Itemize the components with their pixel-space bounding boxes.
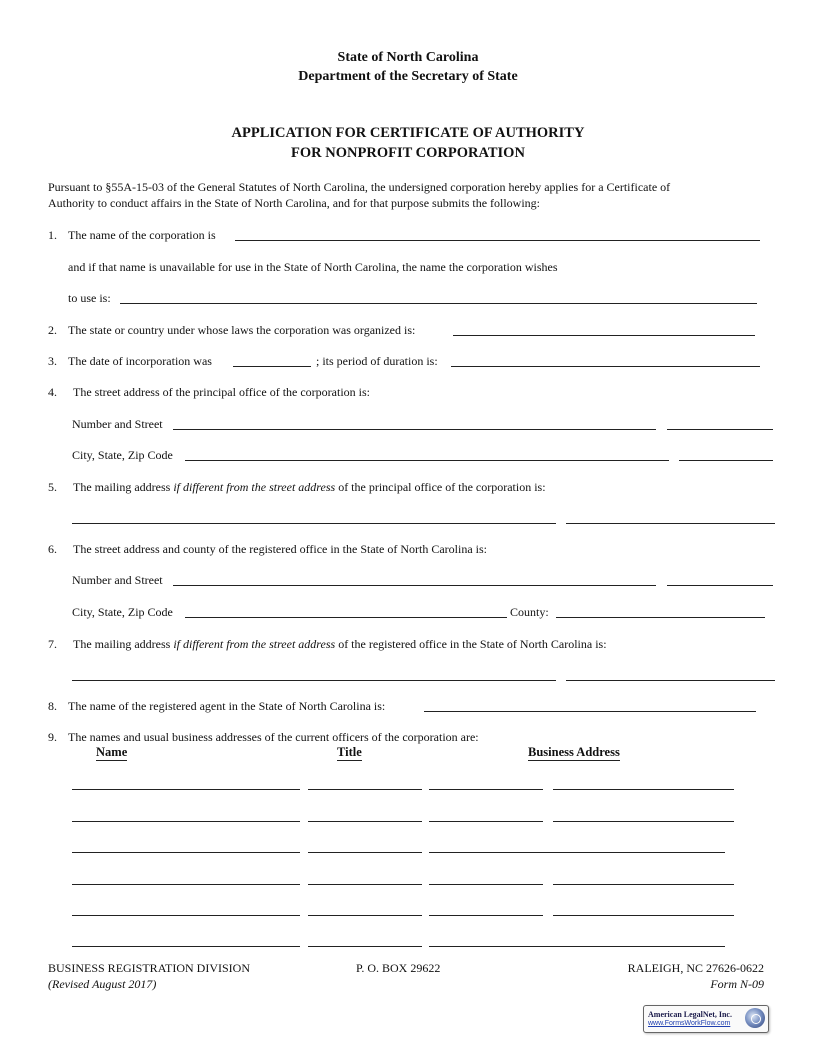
form-title-line1: APPLICATION FOR CERTIFICATE OF AUTHORITY (231, 125, 585, 141)
badge-url[interactable]: www.FormsWorkFlow.com (648, 1020, 731, 1027)
registered-city-label: City, State, Zip Code (72, 605, 173, 619)
officer-address-line-2[interactable] (553, 884, 734, 885)
footer-form-number: Form N-09 (710, 977, 764, 991)
officer-address-line-2[interactable] (553, 789, 734, 790)
officer-address-line[interactable] (429, 946, 725, 947)
item-3-number: 3. (48, 354, 57, 368)
item-1-sub: and if that name is unavailable for use in the State of North Carolina, the name the corporation wishes (68, 260, 558, 274)
officer-address-line-1[interactable] (429, 915, 543, 916)
state-heading: State of North Carolina (337, 50, 479, 65)
footer-revised: (Revised August 2017) (48, 977, 157, 991)
duration-line (451, 366, 760, 367)
principal-extra-input[interactable] (670, 416, 770, 428)
principal-street-line (173, 429, 656, 430)
item-7-label: The mailing address if different from the street address of the registered office in the State of North Carolina is: (73, 637, 607, 651)
footer-po-box: P. O. BOX 29622 (356, 961, 441, 975)
officer-address-line-1[interactable] (429, 821, 543, 822)
globe-logo-icon (745, 1008, 765, 1028)
footer-city: RALEIGH, NC 27626-0622 (627, 961, 764, 975)
officer-title-line[interactable] (308, 789, 422, 790)
officer-name-line[interactable] (72, 946, 300, 947)
registered-city-line (185, 617, 507, 618)
officer-name-line[interactable] (72, 915, 300, 916)
officer-address-line-1[interactable] (429, 789, 543, 790)
state-of-org-line (453, 335, 755, 336)
registered-extra-input[interactable] (670, 572, 770, 584)
inc-date-line (233, 366, 311, 367)
item-8-number: 8. (48, 699, 57, 713)
registered-city-input[interactable] (189, 604, 503, 616)
mailing-registered-line (72, 680, 556, 681)
mailing-principal-input-2[interactable] (570, 510, 770, 522)
officer-title-line[interactable] (308, 884, 422, 885)
mailing-registered-line-2 (566, 680, 775, 681)
mailing-principal-line-2 (566, 523, 775, 524)
state-of-org-input[interactable] (457, 322, 751, 334)
mailing-principal-input[interactable] (76, 510, 552, 522)
footer-division: BUSINESS REGISTRATION DIVISION (48, 961, 251, 975)
form-title-line2: FOR NONPROFIT CORPORATION (291, 145, 525, 161)
officer-title-line[interactable] (308, 821, 422, 822)
forms-workflow-badge[interactable] (643, 1005, 769, 1033)
item-4-number: 4. (48, 385, 57, 399)
alt-name-input[interactable] (124, 290, 752, 302)
officers-col-address: Business Address (528, 745, 620, 759)
item-8-label: The name of the registered agent in the State of North Carolina is: (68, 699, 386, 713)
mailing-registered-input-2[interactable] (570, 667, 770, 679)
item-3-duration-label: ; its period of duration is: (316, 354, 438, 368)
principal-extra-line (667, 429, 773, 430)
registered-extra-line (667, 585, 773, 586)
officer-address-line[interactable] (429, 852, 725, 853)
corp-name-input[interactable] (240, 227, 755, 239)
agent-name-input[interactable] (428, 698, 752, 710)
officer-address-line-2[interactable] (553, 915, 734, 916)
officer-name-line[interactable] (72, 821, 300, 822)
officer-title-line[interactable] (308, 852, 422, 853)
item-1-label: The name of the corporation is (68, 228, 216, 242)
item-1-use-label: to use is: (68, 291, 111, 305)
principal-city-line (185, 460, 669, 461)
principal-street-input[interactable] (177, 416, 651, 428)
officer-title-line[interactable] (308, 946, 422, 947)
alt-name-line (120, 303, 757, 304)
officers-col-name: Name (96, 745, 128, 759)
principal-zip-input[interactable] (682, 447, 770, 459)
county-line (556, 617, 765, 618)
officer-name-line[interactable] (72, 789, 300, 790)
mailing-registered-input[interactable] (76, 667, 552, 679)
officer-name-line[interactable] (72, 884, 300, 885)
principal-city-label: City, State, Zip Code (72, 448, 173, 462)
item-6-label: The street address and county of the registered office in the State of North Carolina is: (73, 542, 487, 556)
badge-company: American LegalNet, Inc. (648, 1010, 732, 1019)
county-input[interactable] (560, 604, 760, 616)
item-2-number: 2. (48, 323, 57, 337)
item-5-label: The mailing address if different from the street address of the principal office of the corporation is: (73, 480, 546, 494)
inc-date-input[interactable] (235, 353, 309, 365)
officer-address-line-2[interactable] (553, 821, 734, 822)
department-heading: Department of the Secretary of State (298, 69, 518, 84)
officer-name-line[interactable] (72, 852, 300, 853)
principal-zip-line (679, 460, 773, 461)
intro-line-2: Authority to conduct affairs in the State of North Carolina, and for that purpose submits the following: (48, 196, 541, 210)
registered-street-label: Number and Street (72, 573, 163, 587)
principal-city-input[interactable] (189, 447, 665, 459)
item-5-number: 5. (48, 480, 57, 494)
item-4-label: The street address of the principal office of the corporation is: (73, 385, 371, 399)
item-7-number: 7. (48, 637, 57, 651)
item-6-number: 6. (48, 542, 57, 556)
registered-street-line (173, 585, 656, 586)
item-9-number: 9. (48, 730, 57, 744)
mailing-principal-line (72, 523, 556, 524)
registered-street-input[interactable] (177, 572, 651, 584)
item-9-label: The names and usual business addresses of the current officers of the corporation are: (68, 730, 479, 744)
item-3-label: The date of incorporation was (68, 354, 212, 368)
corp-name-line (235, 240, 760, 241)
agent-name-line (424, 711, 756, 712)
officer-address-line-1[interactable] (429, 884, 543, 885)
principal-street-label: Number and Street (72, 417, 163, 431)
officer-title-line[interactable] (308, 915, 422, 916)
officers-col-title: Title (337, 745, 362, 759)
duration-input[interactable] (455, 353, 755, 365)
intro-line-1: Pursuant to §55A-15-03 of the General Statutes of North Carolina, the undersigned corporation hereby applies for a Certificate of (48, 180, 671, 194)
county-label: County: (510, 605, 549, 619)
item-2-label: The state or country under whose laws the corporation was organized is: (68, 323, 416, 337)
item-1-number: 1. (48, 228, 57, 242)
